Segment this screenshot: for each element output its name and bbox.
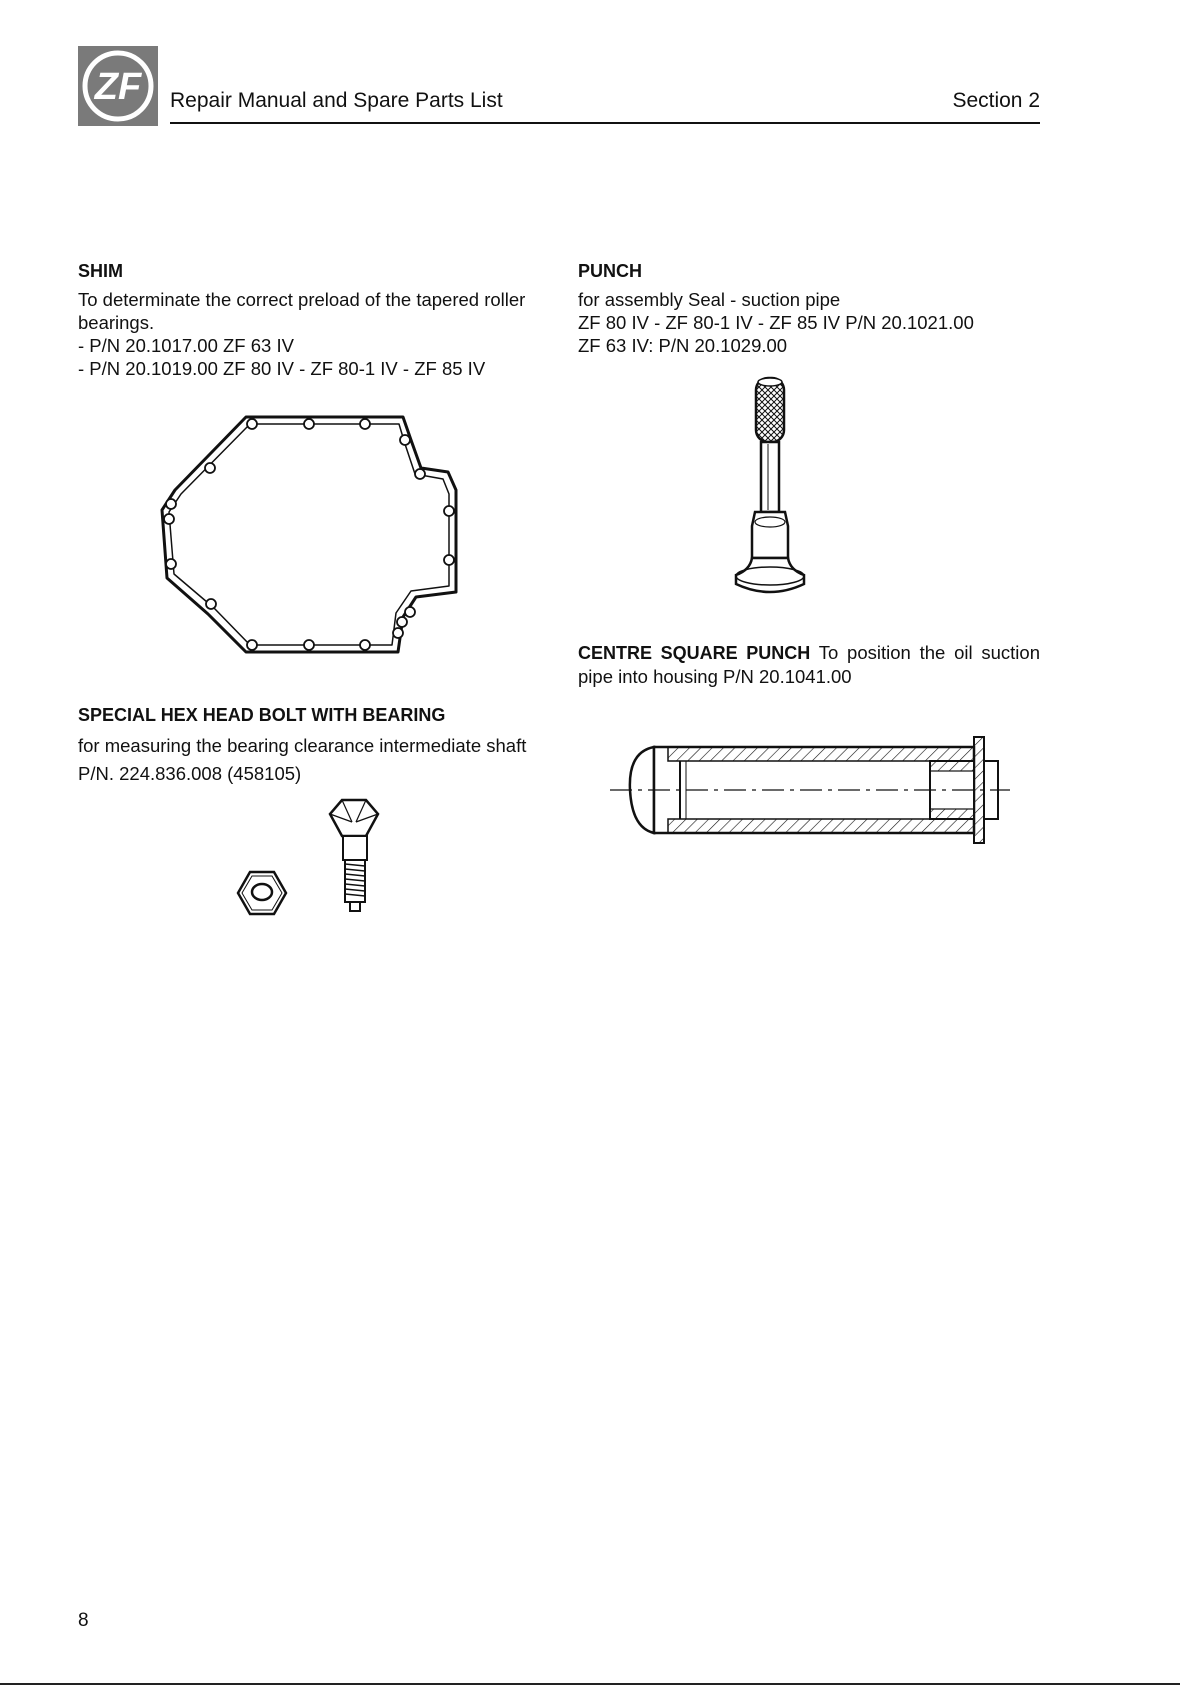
punch-line-2: ZF 80 IV - ZF 80-1 IV - ZF 85 IV P/N 20.1021.00 (578, 312, 974, 333)
shim-description-line-2: bearings. (78, 312, 155, 333)
svg-text:ZF: ZF (94, 66, 142, 108)
shim-item-2: - P/N 20.1019.00 ZF 80 IV - ZF 80-1 IV - ZF 85 IV (78, 358, 486, 379)
page-number: 8 (78, 1610, 89, 1631)
shim-description-line-1: To determinate the correct preload of the tapered roller (78, 289, 526, 310)
bolt-description-text: for measuring the bearing clearance intermediate shaft (78, 735, 527, 756)
centre-square-punch-description: To position the oil suction pipe into housing P/N 20.1041.00 (578, 642, 1040, 687)
punch-line-1: for assembly Seal - suction pipe (578, 289, 841, 310)
bolt-heading: SPECIAL HEX HEAD BOLT WITH BEARING (78, 705, 446, 725)
header-section: Section 2 (952, 89, 1040, 112)
shim-item-1: - P/N 20.1017.00 ZF 63 IV (78, 335, 294, 356)
header-title: Repair Manual and Spare Parts List (170, 89, 503, 112)
centre-square-punch-heading: CENTRE SQUARE PUNCH (578, 643, 811, 663)
punch-line-3: ZF 63 IV: P/N 20.1029.00 (578, 335, 788, 356)
shim-heading: SHIM (78, 261, 123, 281)
punch-heading: PUNCH (578, 261, 643, 281)
bolt-part-number: P/N. 224.836.008 (458105) (78, 763, 302, 784)
